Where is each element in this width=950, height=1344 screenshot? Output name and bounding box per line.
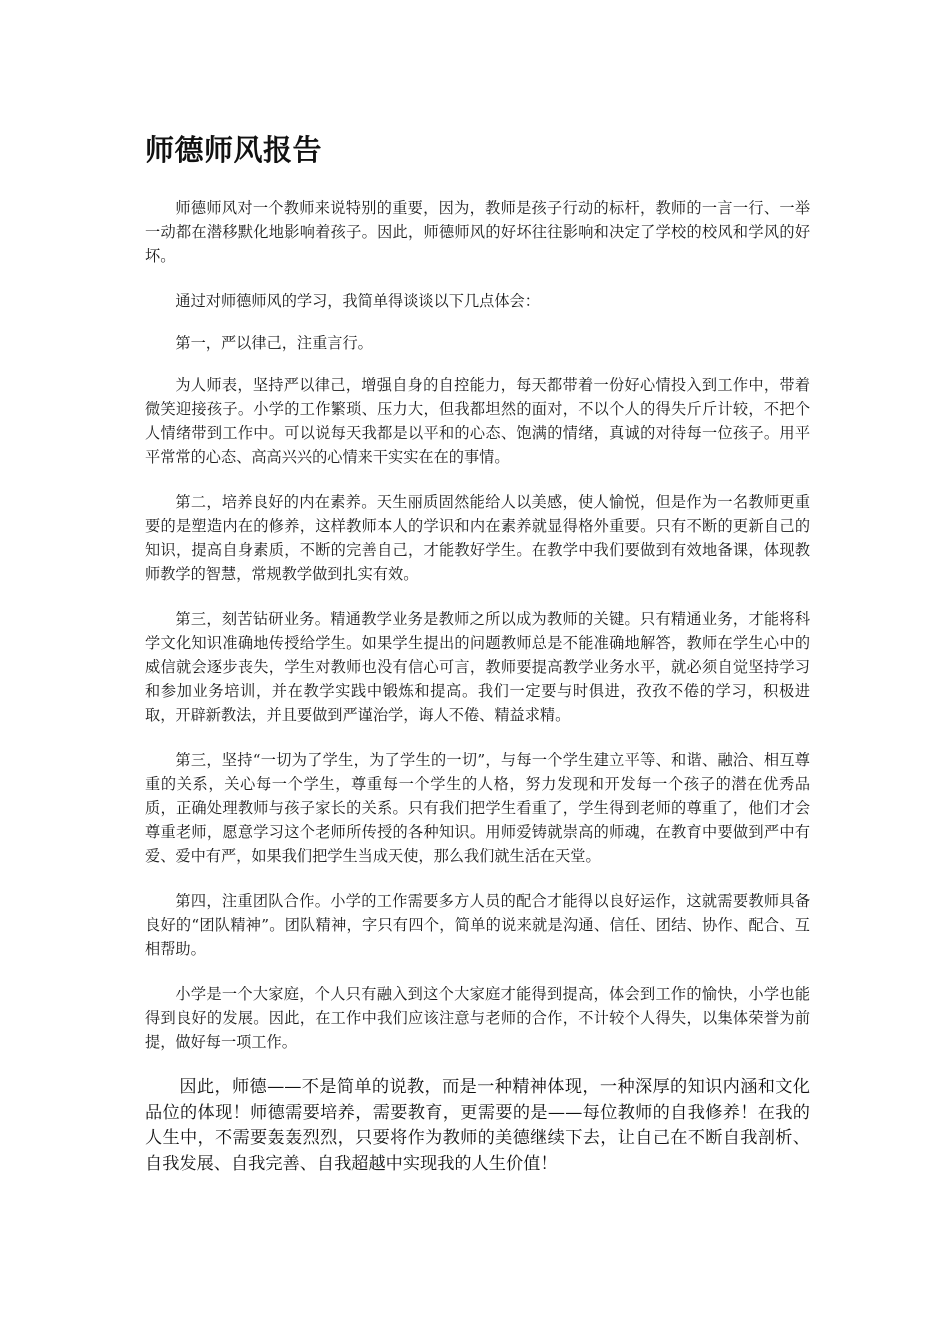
paragraph-intro: 师德师风对一个教师来说特别的重要，因为，教师是孩子行动的标杆，教师的一言一行、一举一动都在潜移默化地影响着孩子。因此，师德师风的好坏往往影响和决定了学校的校风和学风的好坏。 (145, 199, 810, 265)
paragraph-point-three-study: 第三，刻苦钻研业务。精通教学业务是教师之所以成为教师的关键。只有精通业务，才能将科学文化知识准确地传授给学生。如果学生提出的问题教师总是不能准确地解答，教师在学生心中的威信就会逐步丧失，学生对教师也没有信心可言，教师要提高教学业务水平，就必须自觉坚持学习和参加业务培训，并在教学实践中锻炼和提高。我们一定要与时俱进，孜孜不倦的学习，积极进取，开辟新教法，并且要做到严谨治学，诲人不倦、精益求精。 (145, 610, 810, 724)
paragraph-point-one-heading: 第一，严以律己，注重言行。 (175, 334, 373, 352)
paragraph-conclusion: 因此，师德——不是简单的说教，而是一种精神体现，一种深厚的知识内涵和文化品位的体现！师德需要培养，需要教育，更需要的是——每位教师的自我修养！在我的人生中，不需要轰轰烈烈，只要将作为教师的美德继续下去，让自己在不断自我剖析、自我发展、自我完善、自我超越中实现我的人生价值！ (145, 1077, 810, 1174)
paragraph-point-three-students: 第三，坚持“一切为了学生，为了学生的一切”，与每一个学生建立平等、和谐、融洽、相互尊重的关系，关心每一个学生，尊重每一个学生的人格，努力发现和开发每一个孩子的潜在优秀品质，正确处理教师与孩子家长的关系。只有我们把学生看重了，学生得到老师的尊重了，他们才会尊重老师，愿意学习这个老师所传授的各种知识。用师爱铸就崇高的师魂，在教育中要做到严中有爱、爱中有严，如果我们把学生当成天使，那么我们就生活在天堂。 (145, 751, 810, 865)
paragraph-lead-in: 通过对师德师风的学习，我简单得谈谈以下几点体会： (175, 292, 540, 310)
paragraph-school-family: 小学是一个大家庭，个人只有融入到这个大家庭才能得到提高，体会到工作的愉快，小学也能得到良好的发展。因此，在工作中我们应该注意与老师的合作，不计较个人得失，以集体荣誉为前提，做好每一项工作。 (145, 985, 810, 1051)
paragraph-point-one-body: 为人师表，坚持严以律己，增强自身的自控能力，每天都带着一份好心情投入到工作中，带着微笑迎接孩子。小学的工作繁琐、压力大，但我都坦然的面对，不以个人的得失斤斤计较，不把个人情绪带到工作中。可以说每天我都是以平和的心态、饱满的情绪，真诚的对待每一位孩子。用平平常常的心态、高高兴兴的心情来干实实在在的事情。 (145, 376, 810, 466)
paragraph-point-two: 第二，培养良好的内在素养。天生丽质固然能给人以美感，使人愉悦，但是作为一名教师更重要的是塑造内在的修养，这样教师本人的学识和内在素养就显得格外重要。只有不断的更新自己的知识，提高自身素质，不断的完善自己，才能教好学生。在教学中我们要做到有效地备课，体现教师教学的智慧，常规教学做到扎实有效。 (145, 493, 810, 583)
paragraph-point-four: 第四，注重团队合作。小学的工作需要多方人员的配合才能得以良好运作，这就需要教师具备良好的“团队精神”。团队精神，字只有四个，简单的说来就是沟通、信任、团结、协作、配合、互相帮助。 (145, 892, 810, 958)
document-title: 师德师风报告 (145, 133, 323, 167)
document-body (145, 196, 810, 1198)
